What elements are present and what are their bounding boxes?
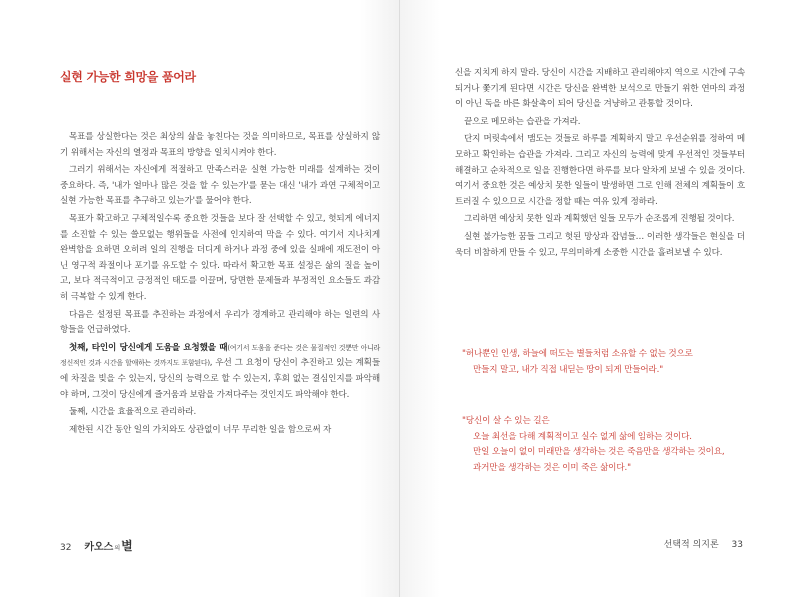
quote-block-2 <box>462 414 747 476</box>
paragraph: 그리하면 예상치 못한 일과 계획했던 일들 모두가 순조롭게 진행될 것이다. <box>464 214 735 225</box>
chapter-title: 실현 가능한 희망을 품어라 <box>60 70 196 84</box>
second-item-heading: 둘째, 시간을 효율적으로 관리하라. <box>69 407 197 418</box>
first-item-rest: , 우선 그 요청이 당신이 추진하고 있는 계획들에 차질을 빚을 수 있는지, 당신의 능력으로 할 수 있는지, 후회 없는 결심인지를 파악해야 하며, 그것이 당신에게 즐거움과 보람을 가져다주는 것인지도 파악해야 한다. <box>60 358 380 400</box>
quote-line: 만일 오늘이 없이 미래만을 생각하는 것은 죽음만을 생각하는 것이요, <box>473 447 725 458</box>
section-title: 선택적 의지론 <box>663 540 719 550</box>
paragraph: 목표를 상실한다는 것은 최상의 삶을 놓친다는 것을 의미하므로, 목표를 상실하지 않기 위해서는 자신의 열정과 목표의 방향을 일치시켜야 한다. <box>60 132 380 158</box>
quote-block-1 <box>462 347 747 378</box>
book-title-part1: 카오스 <box>84 542 114 553</box>
right-body-text <box>455 66 745 263</box>
paragraph: 실현 불가능한 꿈들 그리고 헛된 망상과 잡념들… 이러한 생각들은 현실을 더욱더 비참하게 만들 수 있고, 무의미하게 소중한 시간을 흘려보낼 수 있다. <box>455 231 745 258</box>
quote-line: 오늘 최선을 다해 계획적이고 실수 없게 삶에 임하는 것이다. <box>473 431 692 442</box>
quote-line: 만들지 말고, 내가 직접 내딛는 땅이 되게 만들어라." <box>473 364 664 375</box>
first-item-lead: 첫째, 타인이 당신에게 도움을 요청했을 때 <box>69 342 228 353</box>
quote-line: "당신이 살 수 있는 길은 <box>462 416 550 426</box>
first-item-paragraph <box>60 341 380 403</box>
first-item-note: (여기서 도움을 준다는 것은 물질적인 것뿐만 아니라 정신적인 것과 시간을 할애하는 것까지도 포함된다) <box>60 343 380 368</box>
paragraph: 신을 지치게 하지 말라. 당신이 시간을 지배하고 관리해야지 역으로 시간에 구속되거나 쫓기게 된다면 시간은 당신을 완벽한 보석으로 만들기 위한 연마의 과정이 아닌 독을 바른 화살촉이 되어 당신을 겨냥하고 관통할 것이다. <box>455 68 745 110</box>
quote-line: "허나뿐인 인생, 하늘에 떠도는 별들처럼 소유할 수 없는 것으로 <box>462 349 693 359</box>
book-title-part2: 별 <box>121 539 133 553</box>
right-footer <box>664 537 743 550</box>
paragraph: 제한된 시간 동안 일의 가치와도 상관없이 너무 무리한 일을 함으로써 자 <box>69 424 332 435</box>
paragraph: 단지 머릿속에서 맴도는 것들로 하루를 계획하지 말고 우선순위를 정하여 메모하고 확인하는 습관을 가져라. 그리고 자신의 능력에 맞게 우선적인 것들부터 해결하고 순차적으로 일을 진행한다면 하루를 보다 알차게 보낼 수 있을 것이다. 여기서 중요한 것은 예상치 못한 일들이 발생하면 그로 인해 전체의 계획들이 흐트러질 수 있으므로 시간을 정할 때는 여유 있게 정하라. <box>455 134 745 207</box>
page-number-left: 32 <box>60 543 72 553</box>
book-title <box>84 539 133 553</box>
left-footer <box>60 537 133 554</box>
paragraph: 다음은 설정된 목표를 추진하는 과정에서 우리가 경계하고 관리해야 하는 일련의 사항들을 언급하였다. <box>60 309 380 336</box>
left-body-text <box>60 130 380 440</box>
book-title-small: 의 <box>114 545 121 552</box>
paragraph: 그러기 위해서는 자신에게 적절하고 만족스러운 실현 가능한 미래를 설계하는 것이 중요하다. 즉, '내가 얼마나 많은 것을 할 수 있는가'를 묻는 대신 '내가 과연 구체적이고 실현 가능한 목표를 추구하고 있는가'를 물어야 한다. <box>60 165 380 207</box>
paragraph: 끝으로 메모하는 습관을 가져라. <box>464 116 581 127</box>
page-number-right: 33 <box>731 540 743 550</box>
quote-line: 과거만을 생각하는 것은 이미 죽은 삶이다." <box>473 462 631 473</box>
paragraph: 목표가 확고하고 구체적일수록 중요한 것들을 보다 잘 선택할 수 있고, 헛되게 에너지를 소진할 수 있는 쓸모없는 행위들을 사전에 인지하여 막을 수 있다. 여기서 지나치게 완벽함을 요하면 오히려 일의 진행을 더디게 하거나 과정 중에 있을 실패에 재도전이 아닌 영구적 좌절이나 포기를 유도할 수 있다. 따라서 확고한 목표 설정은 삶의 질을 높이고, 보다 적극적이고 긍정적인 태도를 이끌며, 당면한 문제들과 부정적인 요소들도 과감히 극복할 수 있게 한다. <box>60 213 380 302</box>
